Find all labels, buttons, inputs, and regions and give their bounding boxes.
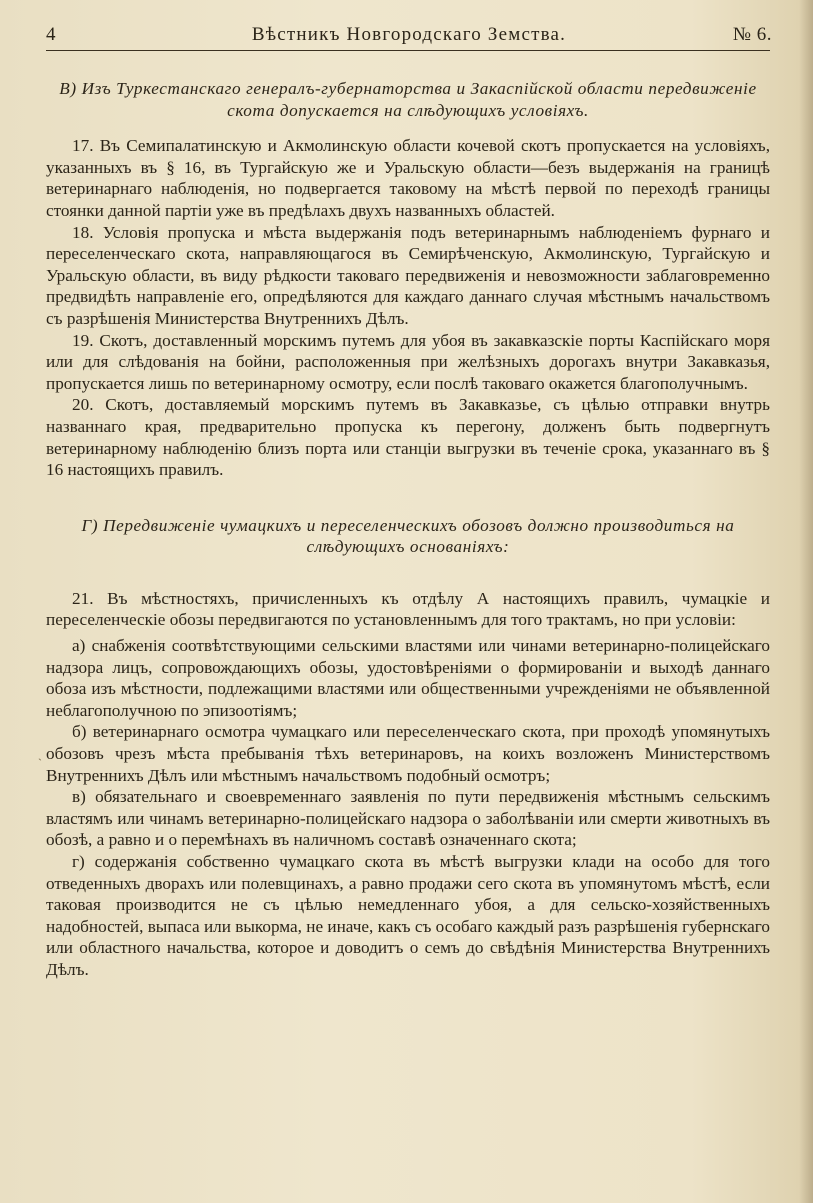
paragraph-20: 20. Скотъ, доставляемый морскимъ путемъ въ Закавказье, съ цѣлью отправки внутрь названнаго края, предварительно пропуска къ перегону, долженъ быть подвергнутъ ветеринарному наблюденію близъ порта или станціи выгрузки въ теченіе срока, указаннаго въ § 16 настоящихъ правилъ. xyxy=(46,395,770,480)
header-rule xyxy=(46,50,770,51)
section-g-heading: Г) Передвиженіе чумацкихъ и переселенческихъ обозовъ должно производиться на слѣдующихъ основаніяхъ: xyxy=(81,515,735,557)
margin-tick: ˋ xyxy=(38,756,42,770)
page-number: 4 xyxy=(46,24,56,45)
condition-b: б) ветеринарнаго осмотра чумацкаго или переселенческаго скота, при проходѣ упомянутыхъ обозовъ чрезъ мѣста пребыванія тѣхъ ветеринаровъ, на коихъ возложенъ Министерствомъ Внутреннихъ Дѣлъ или мѣстнымъ начальствомъ подобный осмотръ; xyxy=(46,722,770,785)
paragraph-21: 21. Въ мѣстностяхъ, причисленныхъ къ отдѣлу А настоящихъ правилъ, чумацкіе и переселенческіе обозы передвигаются по установленнымъ для того трактамъ, но при условіи: xyxy=(46,588,770,630)
issue-number: № 6. xyxy=(732,24,772,45)
paragraph-19: 19. Скотъ, доставленный морскимъ путемъ для убоя въ закавказскіе порты Каспійскаго моря или для слѣдованія на бойни, расположенныя при желѣзныхъ дорогахъ внутри Закавказья, пропускается лишь по ветеринарному осмотру, если послѣ таковаго окажется благополучнымъ. xyxy=(46,330,770,393)
page-edge-shadow xyxy=(799,0,813,1203)
page-header xyxy=(46,20,772,50)
section-v-heading: В) Изъ Туркестанскаго генералъ-губернаторства и Закаспійской области передвиженіе скота допускается на слѣдующихъ условіяхъ. xyxy=(59,79,757,120)
condition-v: в) обязательнаго и своевременнаго заявленія по пути передвиженія мѣстнымъ сельскимъ властямъ или чинамъ ветеринарно-полицейскаго надзора о заболѣваніи или смерти животныхъ въ обозѣ, а равно и о перемѣнахъ въ наличномъ составѣ означеннаго скота; xyxy=(46,787,770,850)
paragraph-18: 18. Условія пропуска и мѣста выдержанія подъ ветеринарнымъ наблюденіемъ фурнаго и переселенческаго скота, направляющагося въ Семирѣченскую, Акмолинскую, Тургайскую и Уральскую области, въ виду рѣдкости таковаго передвиженія и невозможности заблаговременно предвидѣть направленіе его, опредѣляются для каждаго даннаго случая мѣстнымъ начальствомъ съ разрѣшенія Министерства Внутреннихъ Дѣлъ. xyxy=(46,222,770,328)
paragraph-17: 17. Въ Семипалатинскую и Акмолинскую области кочевой скотъ пропускается на условіяхъ, указанныхъ въ § 16, въ Тургайскую же и Уральскую области—безъ выдержанія на границѣ ветеринарнаго наблюденія, но подвергается таковому на мѣстѣ первой по переходѣ границы стоянки данной партіи уже въ предѣлахъ двухъ названныхъ областей. xyxy=(46,136,770,220)
article-body xyxy=(46,78,770,981)
condition-a: а) снабженія соотвѣтствующими сельскими властями или чинами ветеринарно-полицейскаго надзора лицъ, сопровождающихъ обозы, удостовѣреніями о формированіи и выходѣ даннаго обоза изъ мѣстности, подлежащими властями или общественными учрежденіями не объявленной неблагополучною по эпизоотіямъ; xyxy=(46,636,770,720)
journal-title: Вѣстникъ Новгородскаго Земства. xyxy=(251,24,567,45)
condition-g: г) содержанія собственно чумацкаго скота въ мѣстѣ выгрузки клади на особо для того отведенныхъ дворахъ или полевщинахъ, а равно продажи сего скота въ упомянутомъ мѣстѣ, если таковая производится не съ цѣлью немедленнаго убоя, а для сельско-хозяйственныхъ надобностей, выпаса или выкорма, не иначе, какъ съ особаго каждый разъ разрѣшенія губернскаго или областного начальства, которое и доводитъ о семъ до свѣдѣнія Министерства Внутреннихъ Дѣлъ. xyxy=(46,852,770,979)
